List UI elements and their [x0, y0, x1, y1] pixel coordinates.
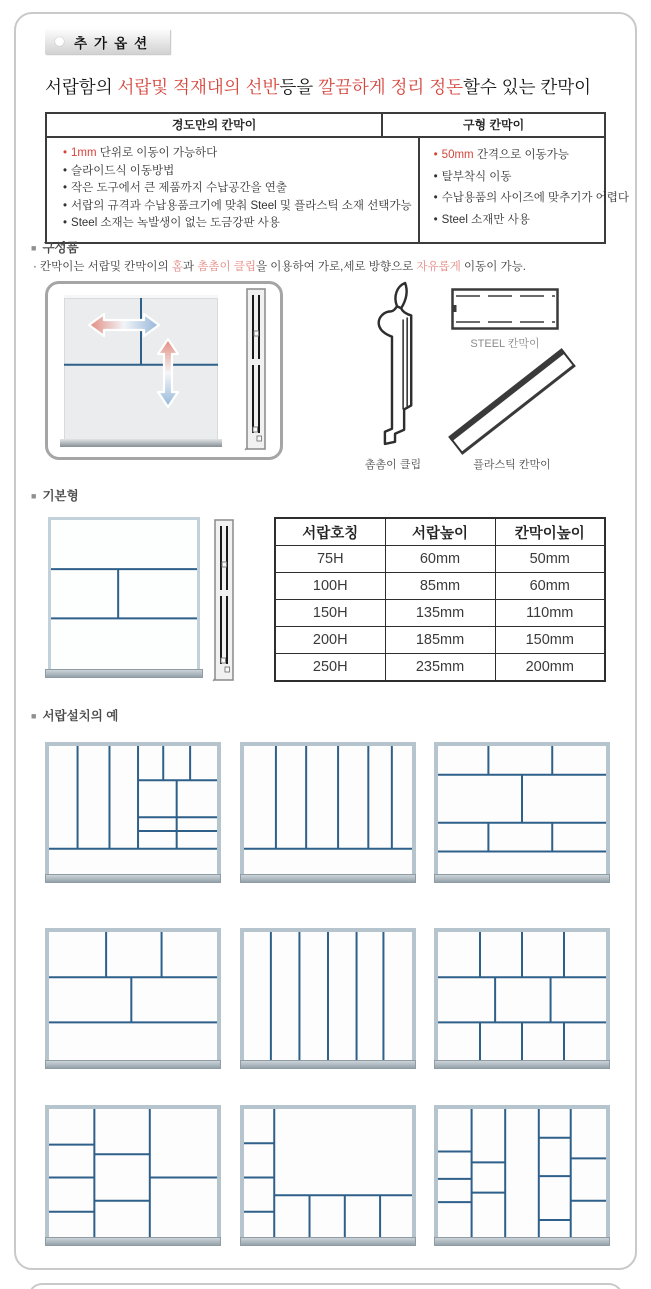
text-segment: 깔끔하게 정리 정돈 — [318, 77, 464, 97]
movement-diagram-box — [45, 281, 283, 460]
bullet-icon: • — [63, 182, 68, 194]
comparison-table — [45, 112, 629, 244]
drawer-divider-lines — [244, 1109, 412, 1246]
drawer-example-3 — [434, 742, 610, 883]
spec-row — [275, 546, 605, 573]
feature-item: • 탈부착식 이동 — [433, 170, 512, 183]
drawer-frame — [45, 1105, 221, 1246]
text-segment: 서랍및 적재대의 선반 — [117, 77, 280, 97]
drawer-base — [434, 1060, 610, 1069]
page-title — [45, 74, 591, 99]
drawer-example-8 — [240, 1105, 416, 1246]
spec-cell: 185mm — [385, 627, 495, 654]
spec-cell: 60mm — [495, 573, 605, 600]
drawer-frame — [45, 928, 221, 1069]
drawer-divider-lines — [438, 1109, 606, 1246]
drawer-frame — [434, 1105, 610, 1246]
drawer-topview-diagram — [64, 295, 218, 447]
drawer-base — [240, 874, 416, 883]
feature-item: • 슬라이드식 이동방법 — [63, 164, 175, 177]
drawer-divider-lines — [49, 1109, 217, 1246]
drawer-topview-body — [64, 295, 218, 440]
drawer-base — [240, 1060, 416, 1069]
bullet-icon: • — [433, 192, 438, 204]
text-segment: 홈 — [171, 261, 183, 273]
drawer-frame — [434, 742, 610, 883]
spec-cell: 75H — [275, 546, 385, 573]
drawer-base — [240, 1237, 416, 1246]
clip-label: 촘촘이 클립 — [364, 459, 422, 471]
square-bullet-icon: ■ — [31, 243, 37, 253]
drawer-example-7 — [45, 1105, 221, 1246]
plastic-divider-bar — [448, 348, 576, 455]
basic-drawer-diagram — [45, 517, 203, 678]
square-bullet-icon: ■ — [31, 711, 37, 721]
drawer-base — [45, 1060, 221, 1069]
section-header-label: 구성품 — [42, 241, 79, 255]
spec-table — [274, 517, 606, 682]
comparison-table-body — [47, 138, 629, 242]
text-segment: 서랍함의 — [45, 77, 118, 97]
bullet-icon: • — [433, 149, 438, 161]
feature-item: • Steel 소재는 녹발생이 없는 도금강판 사용 — [63, 217, 280, 229]
bullet-icon: • — [433, 170, 438, 183]
drawer-base — [434, 1237, 610, 1246]
plastic-divider-label: 플라스틱 칸막이 — [473, 459, 551, 471]
divider-strip-drawing — [211, 519, 235, 683]
comparison-header-old: 구형 칸막이 — [381, 114, 604, 136]
drawer-base — [45, 874, 221, 883]
feature-item: • Steel 소재만 사용 — [433, 213, 530, 226]
feature-item: • 작은 도구에서 큰 제품까지 수납공간을 연출 — [63, 182, 287, 194]
divider-strip-sideview — [243, 288, 267, 452]
text-segment: 이동이 가능. — [460, 261, 526, 273]
spec-row — [275, 573, 605, 600]
text-segment: 촘촘이 클립 — [197, 261, 256, 273]
spec-row — [275, 600, 605, 627]
divider-strip-drawing — [243, 288, 267, 452]
comparison-header-new: 경도만의 칸막이 — [171, 118, 257, 132]
text-segment: 자유롭게 — [416, 261, 461, 273]
spec-header-cell: 서랍호칭 — [275, 518, 385, 546]
feature-item: • 1mm 단위로 이동이 가능하다 — [63, 147, 218, 159]
components-description — [33, 258, 526, 274]
spec-row — [275, 654, 605, 682]
basic-drawer-frame — [48, 517, 200, 669]
drawer-example-1 — [45, 742, 221, 883]
spec-cell: 235mm — [385, 654, 495, 682]
badge-bullet-icon — [55, 37, 64, 46]
clip-drawing — [366, 280, 420, 454]
drawer-divider-lines — [438, 746, 606, 883]
bullet-icon: • — [63, 199, 68, 212]
text-segment: 할수 있는 칸막이 — [463, 77, 592, 97]
drawer-divider-lines — [438, 932, 606, 1069]
square-bullet-icon: ■ — [31, 491, 37, 501]
section-badge — [45, 29, 170, 54]
drawer-divider-lines — [51, 520, 197, 669]
plastic-divider-drawing — [452, 346, 572, 454]
feature-list-new — [47, 138, 418, 242]
bullet-icon: • — [63, 164, 68, 177]
section-header-examples — [31, 706, 118, 724]
drawer-example-2 — [240, 742, 416, 883]
drawer-divider-lines — [244, 746, 412, 883]
drawer-frame — [45, 742, 221, 883]
feature-list-old — [418, 138, 641, 242]
basic-drawer-base — [45, 669, 203, 678]
spec-cell: 200H — [275, 627, 385, 654]
comparison-table-header-row — [47, 114, 604, 138]
drawer-example-4 — [45, 928, 221, 1069]
drawer-example-6 — [434, 928, 610, 1069]
spec-cell: 135mm — [385, 600, 495, 627]
drawer-base — [45, 1237, 221, 1246]
badge-label: 추가옵션 — [74, 35, 155, 51]
feature-item: • 수납용품의 사이즈에 맞추기가 어렵다 — [433, 192, 629, 204]
drawer-example-9 — [434, 1105, 610, 1246]
drawer-topview-base — [60, 439, 222, 447]
spec-cell: 250H — [275, 654, 385, 682]
divider-strip-sideview — [211, 519, 235, 683]
spec-table-body — [275, 546, 605, 682]
drawer-base — [434, 874, 610, 883]
section-header-label: 서랍설치의 예 — [42, 709, 119, 723]
spec-cell: 85mm — [385, 573, 495, 600]
feature-item: • 50mm 간격으로 이동가능 — [433, 149, 569, 161]
next-section-border — [28, 1283, 623, 1289]
text-segment: 등을 — [279, 77, 319, 97]
text-segment: 을 이용하여 가로,세로 방향으로 — [255, 261, 417, 273]
spec-cell: 150H — [275, 600, 385, 627]
drawer-frame — [434, 928, 610, 1069]
drawer-frame — [240, 1105, 416, 1246]
steel-divider-drawing — [451, 288, 559, 330]
drawer-divider-lines — [49, 746, 217, 883]
section-header-basic — [31, 486, 79, 504]
spec-cell: 100H — [275, 573, 385, 600]
spec-cell: 60mm — [385, 546, 495, 573]
drawer-frame — [240, 928, 416, 1069]
bullet-icon: • — [433, 213, 438, 226]
spec-header-cell: 칸막이높이 — [495, 518, 605, 546]
drawer-divider-lines — [244, 932, 412, 1069]
spec-cell: 200mm — [495, 654, 605, 682]
feature-item: • 서랍의 규격과 수납용품크기에 맞춰 Steel 및 플라스틱 소재 선택가능 — [63, 199, 412, 212]
text-segment: 과 — [182, 261, 198, 273]
text-segment: · 칸막이는 서랍및 칸막이의 — [33, 261, 172, 273]
drawer-frame — [240, 742, 416, 883]
drawer-divider-lines — [49, 932, 217, 1069]
drawer-example-5 — [240, 928, 416, 1069]
drawer-divider-lines — [64, 298, 218, 440]
spec-cell: 150mm — [495, 627, 605, 654]
spec-row — [275, 627, 605, 654]
spec-cell: 110mm — [495, 600, 605, 627]
bullet-icon: • — [63, 217, 68, 229]
section-header-label: 기본형 — [42, 489, 79, 503]
steel-divider-label: STEEL 칸막이 — [470, 338, 540, 350]
spec-header-cell: 서랍높이 — [385, 518, 495, 546]
spec-cell: 50mm — [495, 546, 605, 573]
section-header-components — [31, 238, 79, 256]
spec-header-row — [275, 518, 605, 546]
bullet-icon: • — [63, 147, 68, 159]
